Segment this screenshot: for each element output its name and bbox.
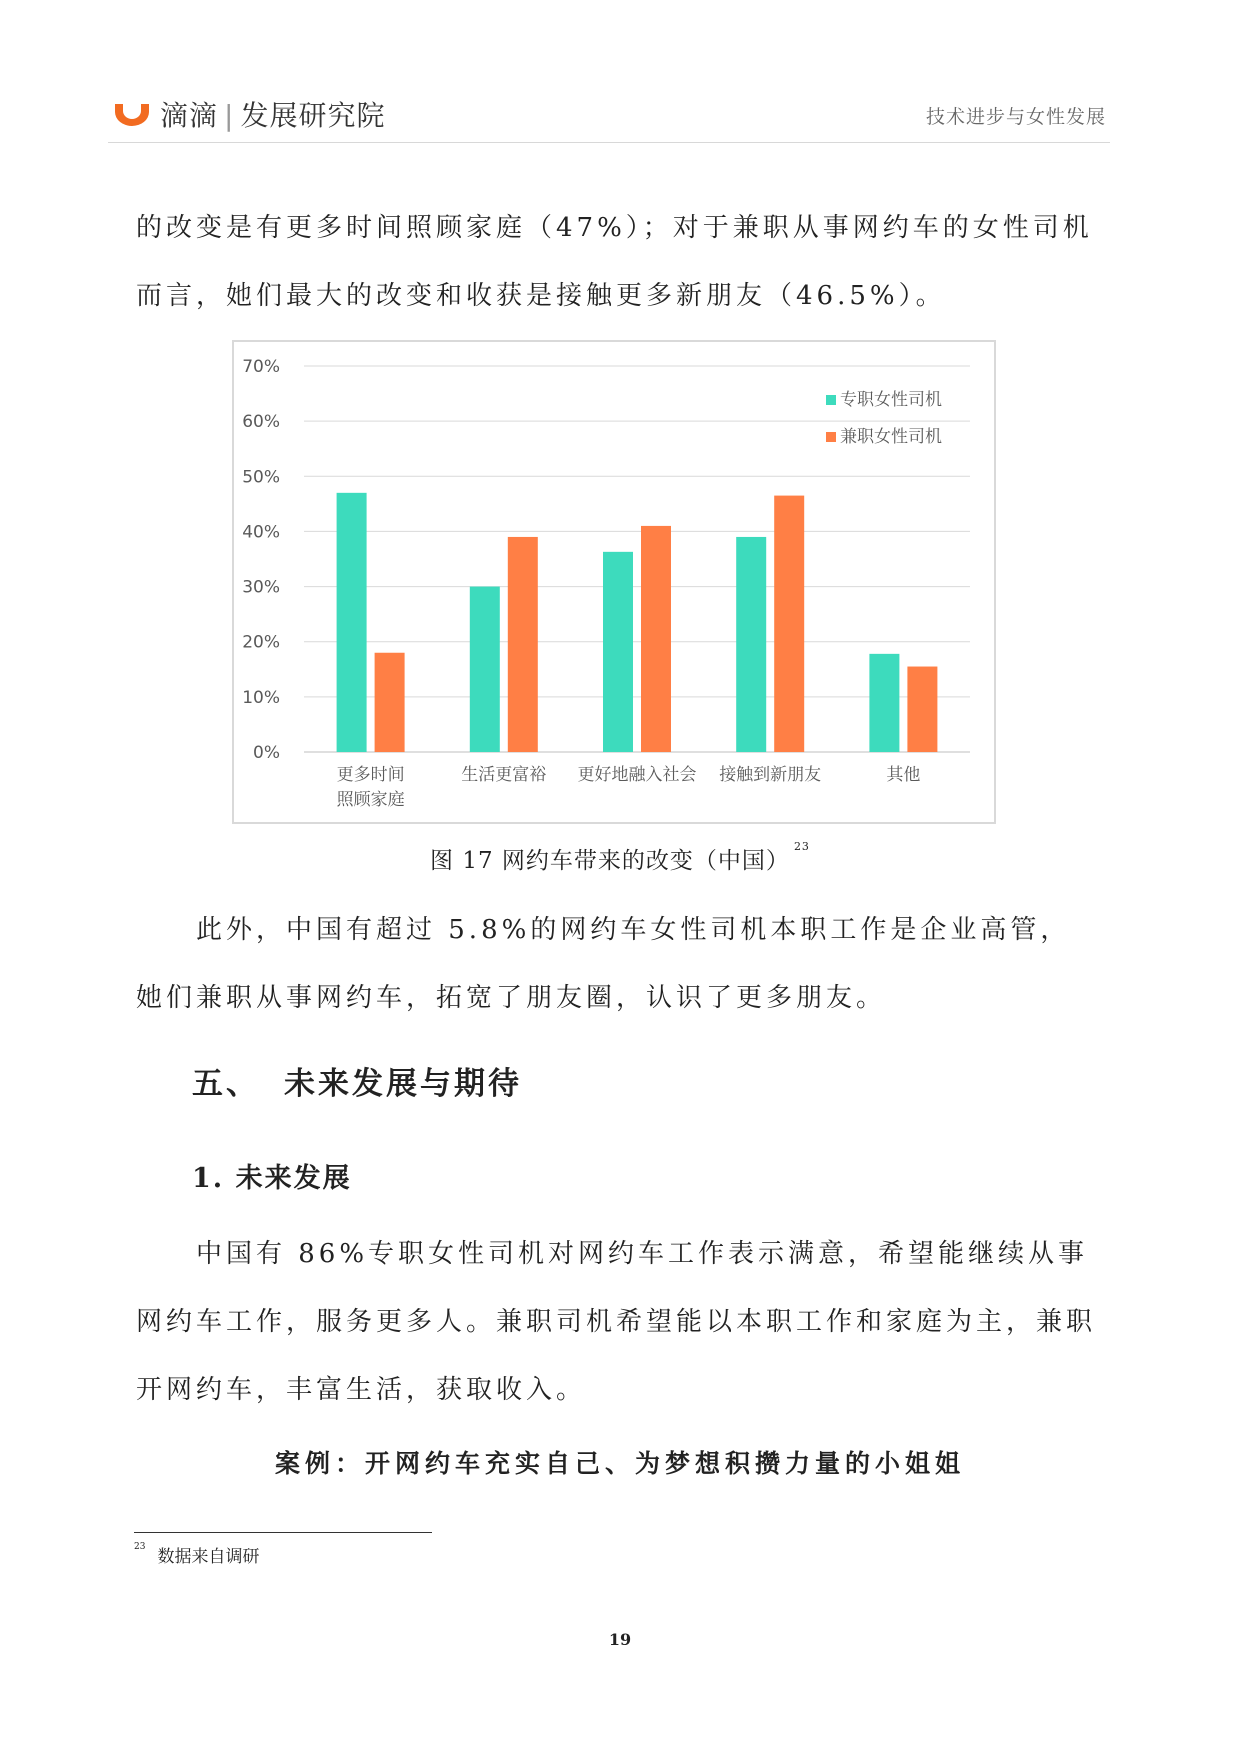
- x-tick-label: 生活更富裕: [461, 765, 547, 785]
- figure-footnote-ref: 23: [793, 840, 810, 853]
- header-section-title: 技术进步与女性发展: [925, 106, 1106, 128]
- bar-parttime: [907, 667, 937, 752]
- figure-caption: [0, 842, 1240, 875]
- y-tick-label: 30%: [242, 577, 280, 598]
- bar-chart: [234, 342, 994, 822]
- bar-fulltime: [736, 537, 766, 752]
- y-tick-label: 70%: [242, 357, 280, 377]
- didi-logo-icon: [112, 96, 152, 128]
- footnote-divider: [134, 1532, 432, 1533]
- footnote-text: 数据来自调研: [157, 1547, 260, 1567]
- footnote: [134, 1542, 259, 1567]
- brand-department: 发展研究院: [240, 99, 386, 132]
- body-paragraph-3: 中国有 86%专职女性司机对网约车工作表示满意，希望能继续从事网约车工作，服务更多人。兼职司机希望能以本职工作和家庭为主，兼职开网约车，丰富生活，获取收入。: [136, 1239, 1097, 1405]
- section-title: 未来发展与期待: [284, 1066, 522, 1102]
- y-tick-label: 50%: [242, 467, 280, 488]
- bar-fulltime: [603, 552, 633, 752]
- figure-caption-text: 图 17 网约车带来的改变（中国）: [430, 848, 790, 874]
- bar-fulltime: [337, 493, 367, 752]
- section-number: 五、: [192, 1066, 260, 1102]
- subsection-heading: 1. 未来发展: [192, 1163, 352, 1194]
- y-tick-label: 40%: [242, 522, 280, 543]
- brand-logo-text: [160, 94, 385, 134]
- bar-parttime: [641, 526, 671, 752]
- bar-fulltime: [869, 654, 899, 752]
- legend-swatch: [826, 395, 836, 405]
- body-paragraph-2: 此外，中国有超过 5.8%的网约车女性司机本职工作是企业高管，她们兼职从事网约车，拓宽了朋友圈，认识了更多朋友。: [136, 915, 1071, 1013]
- y-tick-label: 60%: [242, 412, 280, 433]
- x-tick-label: 更好地融入社会: [577, 765, 697, 785]
- bar-parttime: [375, 653, 405, 752]
- section-heading: [192, 1058, 522, 1103]
- case-title: 案例：开网约车充实自己、为梦想积攒力量的小姐姐: [274, 1449, 965, 1478]
- legend-swatch: [826, 432, 836, 442]
- bar-parttime: [774, 496, 804, 752]
- x-tick-label: 其他: [886, 765, 921, 785]
- body-paragraph-1: 的改变是有更多时间照顾家庭（47%）；对于兼职从事网约车的女性司机而言，她们最大的改变和收获是接触更多新朋友（46.5%）。: [136, 213, 1093, 311]
- figure-17-chart: [232, 340, 996, 824]
- footnote-mark: 23: [134, 1542, 146, 1552]
- x-tick-label: 照顾家庭: [336, 790, 405, 810]
- bar-parttime: [508, 537, 538, 752]
- y-tick-label: 10%: [242, 687, 280, 708]
- page-number: 19: [608, 1630, 632, 1649]
- page-header: [108, 92, 1110, 143]
- x-tick-label: 更多时间: [336, 765, 405, 785]
- legend-label: 专职女性司机: [840, 390, 942, 410]
- y-tick-label: 20%: [242, 632, 280, 653]
- brand-separator: |: [224, 99, 235, 132]
- y-tick-label: 0%: [253, 743, 280, 763]
- legend-label: 兼职女性司机: [840, 427, 942, 447]
- bar-fulltime: [470, 587, 500, 752]
- x-tick-label: 接触到新朋友: [719, 765, 822, 785]
- brand-name: 滴滴: [160, 99, 219, 132]
